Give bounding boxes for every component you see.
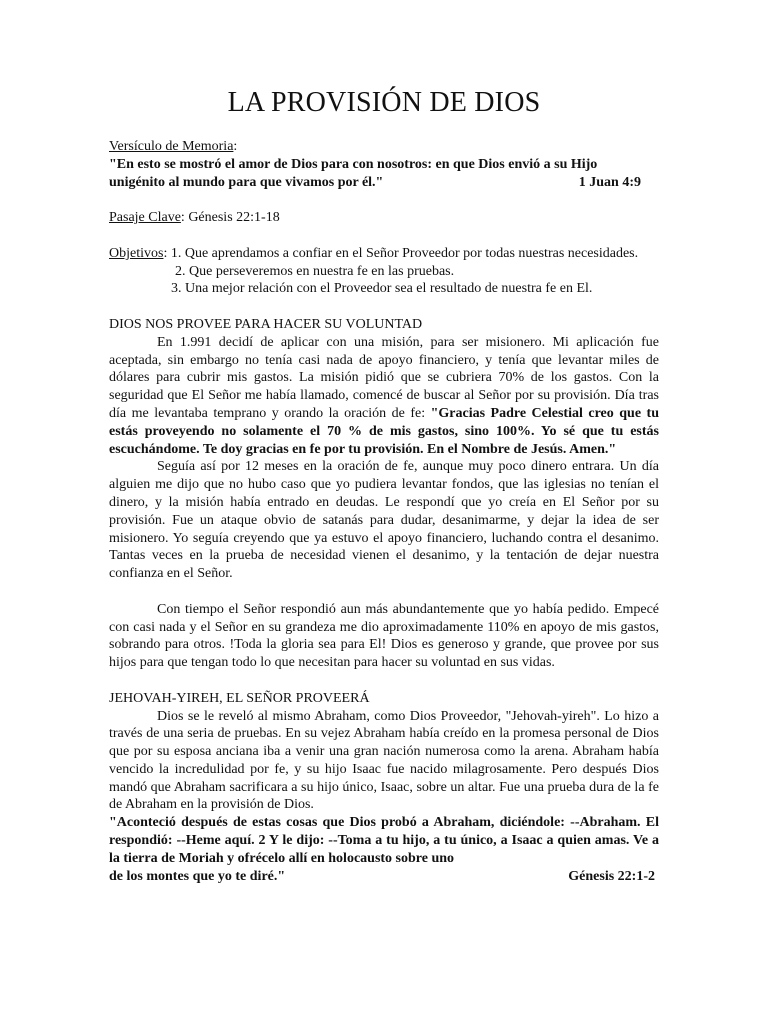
memory-verse-line-2 <box>109 174 659 192</box>
section-1-paragraph-2: Seguía así por 12 meses en la oración de fe, aunque muy poco dinero entrara. Un día alguien me dijo que no hubo caso que yo pudiera levantar fondos, que las iglesias no tenían el dinero, y la misión había entrado en deudas. Le respondí que yo creía en El Señor por su provisión. Fue un ataque obvio de satanás para dudar, desanimarme, y dejar la idea de ser misionero. Yo seguía creyendo que ya estuvo el apoyo financiero, luchando contra el desanimo. Tantas veces en la prueba de necesidad vienen el desanimo, y la tentación de dejar nuestra confianza en el Señor. <box>109 459 659 582</box>
document-page <box>109 86 659 885</box>
objective-item-2: 2. Que perseveremos en nuestra fe en las pruebas. <box>175 263 455 279</box>
page-title: LA PROVISIÓN DE DIOS <box>227 87 541 118</box>
objective-item-3: 3. Una mejor relación con el Proveedor sea el resultado de nuestra fe en El. <box>171 281 593 297</box>
section-2-heading: JEHOVAH-YIREH, EL SEÑOR PROVEERÁ <box>109 690 370 706</box>
scripture-quote: "Aconteció después de estas cosas que Dios probó a Abraham, diciéndole: --Abraham. El respondió: --Heme aquí. 2 Y le dijo: --Toma a tu hijo, a tu único, a Isaac a quien amas. Ve a la tierra de Moriah y ofrécelo allí en holocausto sobre uno <box>109 815 659 866</box>
objectives-label: Objetivos <box>109 245 164 261</box>
key-passage-text: Génesis 22:1-18 <box>188 210 280 226</box>
memory-verse-label: Versículo de Memoria <box>109 139 234 154</box>
memory-verse-text-1: "En esto se mostró el amor de Dios para con nosotros: en que Dios envió a su Hijo <box>109 156 598 172</box>
objectives-block: Objetivos: 1. Que aprendamos a confiar en el Señor Proveedor por todas nuestras necesidades. 2. Que perseveremos en nuestra fe en las pruebas. 3. Una mejor relación con el Proveedor sea el resultado de nuestra fe en El. <box>109 245 659 298</box>
section-jehovah-yireh <box>109 690 659 886</box>
section-1-paragraph-3: Con tiempo el Señor respondió aun más abundantemente que yo había pedido. Empecé con casi nada y el Señor en su grandeza me dio aproximadamente 110% en apoyo de mis gastos, sobrando para otros. !Toda la gloria sea para El! Dios es generoso y grande, que provee por sus hijos para que tengan todo lo que necesitan para hacer su voluntad en sus vidas. <box>109 601 659 671</box>
memory-verse-text-2: unigénito al mundo para que vivamos por él." <box>109 174 384 190</box>
section-provision-will <box>109 316 659 672</box>
section-1-paragraph-1: En 1.991 decidí de aplicar con una misión, para ser misionero. Mi aplicación fue aceptada, sin embargo no tenía casi nada de apoyo financiero, y tenía que levantar miles de dólares para cubrir mis gastos. La misión pidió que se cubriera 70% de los gastos. Con la seguridad que El Señor me había llamado, comencé de buscar al Señor por su provisión. Día tras día me levantaba temprano y orando la oración de fe: "Gracias Padre Celestial creo que tu estás proveyendo no solamente el 70 % de mis gastos, sino 100%. Yo sé que tu estás escuchándome. Te doy gracias en fe por tu provisión. En el Nombre de Jesús. Amen." <box>109 334 659 457</box>
scripture-reference: Génesis 22:1-2 <box>568 868 655 884</box>
objective-item-1: 1. Que aprendamos a confiar en el Señor Proveedor por todas nuestras necesidades. <box>170 245 639 261</box>
scripture-quote-end: de los montes que yo te diré." <box>109 868 286 884</box>
scripture-quote-last-line <box>109 868 659 886</box>
key-passage: Pasaje Clave: Génesis 22:1-18 <box>109 210 280 226</box>
prayer-quote: "Gracias Padre Celestial creo que tu estás proveyendo no solamente el 70 % de mis gastos, sino 100%. Yo sé que tu estás escuchándome. Te doy gracias en fe por tu provisión. En el Nombre de Jesús. Amen." <box>109 405 659 457</box>
memory-verse-block: Versículo de Memoria: "En esto se mostró el amor de Dios para con nosotros: en que Dios envió a su Hijo unigénito al mundo para que vivamos por él." 1 Juan 4:9 <box>109 138 659 191</box>
section-1-heading: DIOS NOS PROVEE PARA HACER SU VOLUNTAD <box>109 316 423 332</box>
memory-verse-reference: 1 Juan 4:9 <box>578 174 641 190</box>
key-passage-label: Pasaje Clave <box>109 210 181 226</box>
section-2-paragraph-1: Dios se le reveló al mismo Abraham, como Dios Proveedor, "Jehovah-yireh". Lo hizo a través de una seria de pruebas. En su vejez Abraham había creído en la promesa personal de Dios que por su esposa anciana iba a venir una gran nación numerosa como la arena. Abraham había vencido la incredulidad por fe, y su hijo Isaac fue nacido milagrosamente. Pero después Dios mandó que Abraham sacrificara a su hijo único, Isaac, sobre un altar. Fue una prueba dura de la fe de Abraham en la provisión de Dios. <box>109 708 659 813</box>
